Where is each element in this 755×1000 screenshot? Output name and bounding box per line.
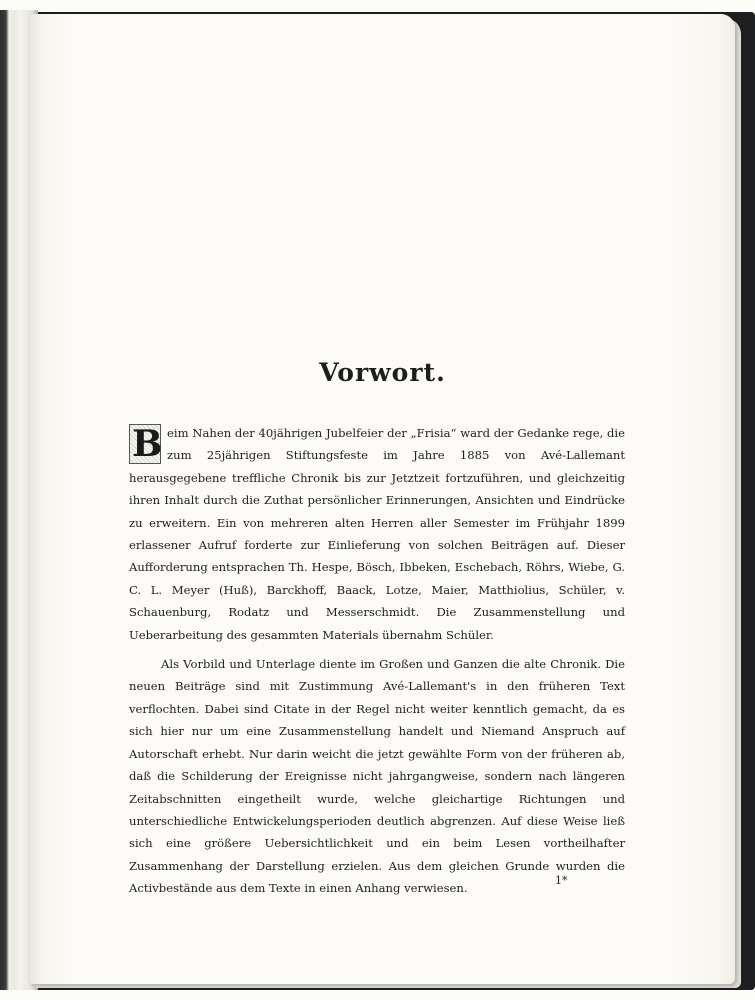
paragraph-1-text: eim Nahen der 40jährigen Jubelfeier der „Frisia“ ward der Gedanke rege, die zum 25jährigen Stiftungsfeste im Jahre 1885 von Avé-Lallemant herausgegebene treffliche Chronik bis zur Jetztzeit fortzuführen, und gleichzeitig ihren Inhalt durch die Zuthat persönlicher Erinnerungen, Ansichten und Eindrücke zu erweitern. Ein von mehreren alten Herren aller Semester im Frühjahr 1899 erlassener Aufruf forderte zur Einlieferung von solchen Beiträgen auf. Dieser Aufforderung entsprachen Th. Hespe, Bösch, Ibbeken, Eschebach, Röhrs, Wiebe, G. C. L. Meyer (Huß), Barckhoff, Baack, Lotze, Maier, Matthiolius, Schüler, v. Schauenburg, Rodatz und Messerschmidt. Die Zusammenstellung und Ueberarbeitung des gesammten Materials übernahm Schüler. [129, 426, 625, 642]
body-text [129, 422, 625, 900]
paragraph-1 [129, 422, 625, 646]
page-title: Vorwort. [319, 358, 446, 387]
page-number: 1* [555, 874, 568, 887]
paragraph-2: Als Vorbild und Unterlage diente im Großen und Ganzen die alte Chronik. Die neuen Beiträge sind mit Zustimmung Avé-Lallemant's in den früheren Text verflochten. Dabei sind Citate in der Regel nicht weiter kenntlich gemacht, da es sich hier nur um eine Zusammenstellung handelt und Niemand Anspruch auf Autorschaft erhebt. Nur darin weicht die jetzt gewählte Form von der früheren ab, daß die Schilderung der Ereignisse nicht jahrgangweise, sondern nach längeren Zeitabschnitten eingetheilt wurde, welche gleichartige Richtungen und unterschiedliche Entwickelungsperioden deutlich abgrenzen. Auf diese Weise ließ sich eine größere Uebersichtlichkeit und ein beim Lesen vortheilhafter Zusammenhang der Darstellung erzielen. Aus dem gleichen Grunde wurden die Activbestände aus dem Texte in einen Anhang verwiesen. [129, 657, 625, 896]
drop-cap-initial: B [129, 424, 161, 464]
book-page [30, 14, 735, 984]
